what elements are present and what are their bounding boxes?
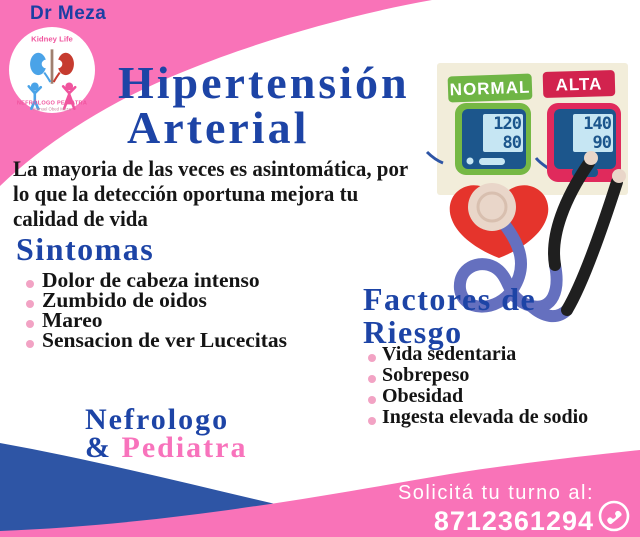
intro-line2: lo que la detección oportuna mejora tu — [13, 181, 359, 206]
risk-item — [368, 386, 588, 407]
doctor-name: Dr Meza — [30, 3, 107, 24]
symptom-item — [26, 310, 287, 330]
ampersand: & — [85, 431, 112, 464]
risk-item — [368, 407, 588, 428]
risk-text: Ingesta elevada de sodio — [382, 406, 589, 428]
symptom-item — [26, 270, 287, 290]
footer-cta-block — [398, 482, 594, 537]
specialty-roles — [85, 403, 248, 464]
alta-diastolic-value: 90 — [592, 133, 611, 153]
risk-text: Obesidad — [382, 385, 464, 407]
phone-icon — [597, 499, 631, 533]
alta-systolic-value: 140 — [583, 114, 611, 134]
earpiece-tip-left — [584, 151, 598, 165]
symptoms-list — [26, 270, 287, 350]
normal-monitor-button — [467, 158, 474, 165]
cta-text: Solicitá tu turno al: — [397, 482, 594, 504]
page-title — [118, 57, 410, 153]
bullet-icon — [368, 354, 376, 362]
title-line1: Hipertensión — [118, 57, 410, 108]
logo-brand-text: Kidney Life — [31, 34, 73, 44]
clinic-logo — [9, 27, 95, 113]
bullet-icon — [26, 320, 34, 328]
bullet-icon — [368, 396, 376, 404]
symptom-text: Mareo — [42, 308, 103, 332]
alta-badge-label: ALTA — [555, 74, 603, 95]
normal-monitor — [448, 74, 533, 175]
symptoms-heading: Sintomas — [16, 231, 155, 267]
risk-heading-line1: Factores de — [363, 281, 537, 317]
risk-factors-heading — [363, 283, 536, 349]
risk-text: Sobrepeso — [382, 364, 470, 386]
logo-specialty-text: NEFRÓLOGO PEDIATRA — [16, 100, 88, 107]
role-line2 — [85, 431, 248, 464]
bullet-icon — [26, 300, 34, 308]
bullet-icon — [368, 375, 376, 383]
title-line2: Arterial — [127, 102, 310, 153]
symptom-text: Dolor de cabeza intenso — [42, 268, 260, 292]
symptom-item — [26, 290, 287, 310]
risk-item — [368, 365, 588, 386]
logo-aorta — [51, 49, 54, 83]
bullet-icon — [26, 280, 34, 288]
logo-doctor-name-text: Manuel Obed Meza — [33, 106, 71, 112]
risk-item — [368, 344, 588, 365]
normal-systolic-value: 120 — [493, 114, 521, 134]
bullet-icon — [26, 340, 34, 348]
normal-monitor-button-pill — [479, 158, 505, 165]
intro-line3: calidad de vida — [13, 206, 148, 231]
symptom-item — [26, 330, 287, 350]
intro-line1: La mayoria de las veces es asintomática, por — [13, 156, 409, 181]
risk-factors-list — [368, 344, 588, 428]
symptom-text: Zumbido de oidos — [42, 288, 207, 312]
normal-diastolic-value: 80 — [502, 133, 521, 153]
intro-paragraph — [13, 156, 438, 231]
earpiece-tip-right — [612, 169, 626, 183]
normal-badge-label: NORMAL — [449, 77, 531, 100]
symptom-text: Sensacion de ver Lucecitas — [42, 328, 288, 352]
phone-number: 8712361294 — [433, 506, 594, 536]
risk-text: Vida sedentaria — [382, 343, 517, 365]
risk-heading-line2: Riesgo — [363, 314, 463, 350]
role-pediatra: Pediatra — [121, 431, 248, 464]
role-line1: Nefrologo — [85, 403, 230, 436]
bullet-icon — [368, 417, 376, 425]
stethoscope-chestpiece — [468, 183, 516, 231]
